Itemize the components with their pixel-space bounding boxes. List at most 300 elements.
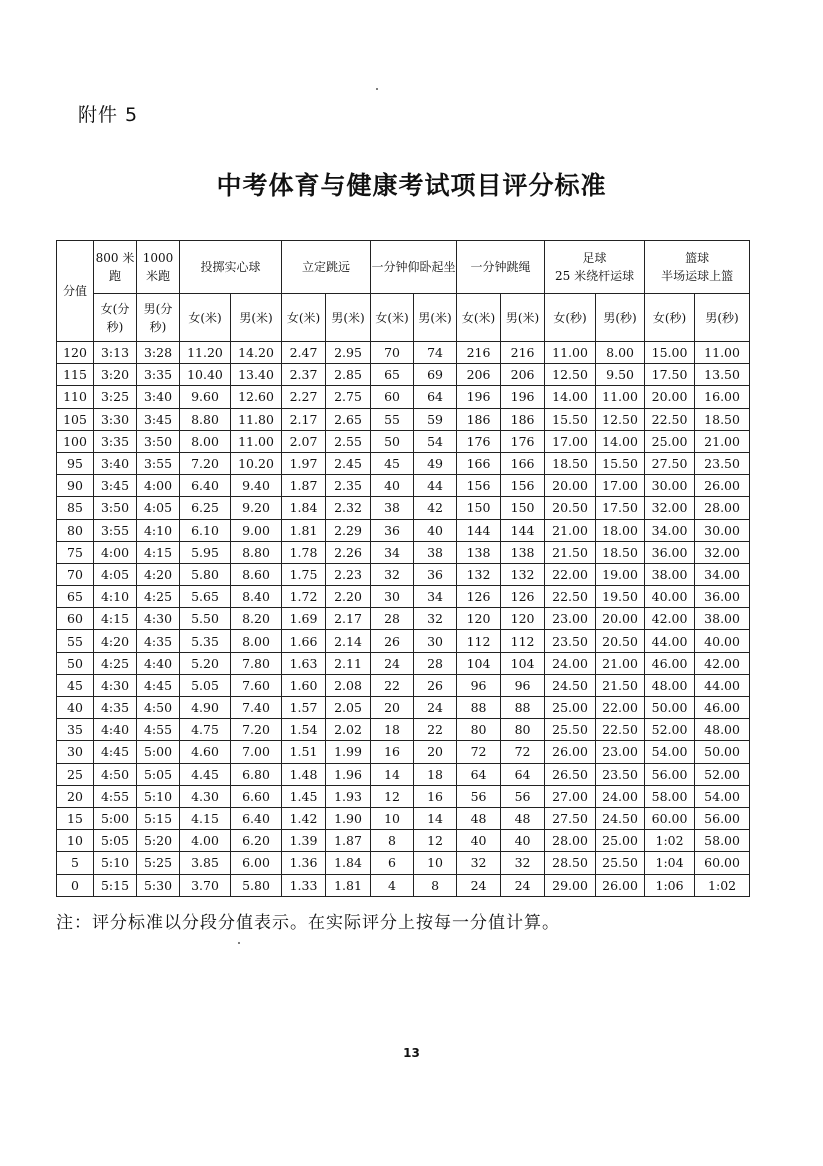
value-cell: 1.66 xyxy=(282,630,326,652)
value-cell: 36.00 xyxy=(645,541,695,563)
value-cell: 20.50 xyxy=(596,630,645,652)
value-cell: 3:25 xyxy=(94,386,137,408)
value-cell: 5.65 xyxy=(180,586,231,608)
value-cell: 34.00 xyxy=(695,563,750,585)
value-cell: 20.00 xyxy=(645,386,695,408)
score-cell: 45 xyxy=(57,674,94,696)
value-cell: 5:10 xyxy=(137,785,180,807)
value-cell: 12.60 xyxy=(231,386,282,408)
value-cell: 5:15 xyxy=(137,807,180,829)
value-cell: 64 xyxy=(414,386,457,408)
value-cell: 20 xyxy=(371,697,414,719)
value-cell: 2.29 xyxy=(326,519,371,541)
value-cell: 26.50 xyxy=(545,763,596,785)
header-800m-female: 女(分秒) xyxy=(94,294,137,342)
table-row xyxy=(57,586,750,608)
value-cell: 176 xyxy=(501,430,545,452)
value-cell: 1:02 xyxy=(645,830,695,852)
value-cell: 2.07 xyxy=(282,430,326,452)
value-cell: 26.00 xyxy=(545,741,596,763)
value-cell: 1.42 xyxy=(282,807,326,829)
value-cell: 30 xyxy=(371,586,414,608)
value-cell: 8.80 xyxy=(231,541,282,563)
value-cell: 4:45 xyxy=(94,741,137,763)
value-cell: 22.00 xyxy=(545,563,596,585)
value-cell: 19.50 xyxy=(596,586,645,608)
value-cell: 4:40 xyxy=(137,652,180,674)
score-cell: 60 xyxy=(57,608,94,630)
value-cell: 64 xyxy=(457,763,501,785)
value-cell: 2.20 xyxy=(326,586,371,608)
value-cell: 4:00 xyxy=(94,541,137,563)
value-cell: 5:20 xyxy=(137,830,180,852)
value-cell: 132 xyxy=(457,563,501,585)
value-cell: 54.00 xyxy=(695,785,750,807)
score-cell: 10 xyxy=(57,830,94,852)
value-cell: 24 xyxy=(371,652,414,674)
value-cell: 24 xyxy=(457,874,501,896)
value-cell: 50.00 xyxy=(645,697,695,719)
value-cell: 25.50 xyxy=(545,719,596,741)
score-cell: 65 xyxy=(57,586,94,608)
value-cell: 1.72 xyxy=(282,586,326,608)
header-rope: 一分钟跳绳 xyxy=(457,241,545,294)
value-cell: 5:25 xyxy=(137,852,180,874)
value-cell: 9.00 xyxy=(231,519,282,541)
value-cell: 3:45 xyxy=(94,475,137,497)
table-row xyxy=(57,342,750,364)
value-cell: 166 xyxy=(457,452,501,474)
value-cell: 9.50 xyxy=(596,364,645,386)
value-cell: 38 xyxy=(371,497,414,519)
table-row xyxy=(57,519,750,541)
value-cell: 2.08 xyxy=(326,674,371,696)
value-cell: 70 xyxy=(371,342,414,364)
value-cell: 48 xyxy=(501,807,545,829)
value-cell: 15.50 xyxy=(545,408,596,430)
value-cell: 11.00 xyxy=(695,342,750,364)
scan-speck xyxy=(238,942,240,944)
value-cell: 6.25 xyxy=(180,497,231,519)
value-cell: 1.93 xyxy=(326,785,371,807)
value-cell: 23.50 xyxy=(545,630,596,652)
table-row xyxy=(57,452,750,474)
value-cell: 36 xyxy=(414,563,457,585)
value-cell: 17.50 xyxy=(645,364,695,386)
value-cell: 5:10 xyxy=(94,852,137,874)
value-cell: 42 xyxy=(414,497,457,519)
value-cell: 80 xyxy=(457,719,501,741)
value-cell: 3:28 xyxy=(137,342,180,364)
value-cell: 27.50 xyxy=(545,807,596,829)
value-cell: 21.50 xyxy=(596,674,645,696)
score-cell: 55 xyxy=(57,630,94,652)
value-cell: 20 xyxy=(414,741,457,763)
value-cell: 18 xyxy=(414,763,457,785)
value-cell: 216 xyxy=(501,342,545,364)
page-number: 13 xyxy=(403,1046,420,1060)
header-situp: 一分钟仰卧起坐 xyxy=(371,241,457,294)
value-cell: 24.50 xyxy=(596,807,645,829)
value-cell: 26 xyxy=(414,674,457,696)
value-cell: 18.50 xyxy=(545,452,596,474)
value-cell: 15.00 xyxy=(645,342,695,364)
value-cell: 10.40 xyxy=(180,364,231,386)
table-row xyxy=(57,741,750,763)
value-cell: 60.00 xyxy=(645,807,695,829)
value-cell: 24.00 xyxy=(545,652,596,674)
value-cell: 4:50 xyxy=(137,697,180,719)
table-row xyxy=(57,630,750,652)
value-cell: 5.95 xyxy=(180,541,231,563)
table-row xyxy=(57,652,750,674)
value-cell: 4:50 xyxy=(94,763,137,785)
value-cell: 120 xyxy=(457,608,501,630)
value-cell: 30.00 xyxy=(645,475,695,497)
value-cell: 22.50 xyxy=(645,408,695,430)
value-cell: 126 xyxy=(501,586,545,608)
value-cell: 23.00 xyxy=(596,741,645,763)
value-cell: 21.50 xyxy=(545,541,596,563)
value-cell: 1.63 xyxy=(282,652,326,674)
value-cell: 138 xyxy=(501,541,545,563)
value-cell: 18.50 xyxy=(596,541,645,563)
value-cell: 112 xyxy=(457,630,501,652)
value-cell: 4:20 xyxy=(94,630,137,652)
table-row xyxy=(57,364,750,386)
score-cell: 30 xyxy=(57,741,94,763)
value-cell: 25.00 xyxy=(596,830,645,852)
value-cell: 48 xyxy=(457,807,501,829)
value-cell: 21.00 xyxy=(695,430,750,452)
header-ball-male: 男(米) xyxy=(231,294,282,342)
value-cell: 2.17 xyxy=(282,408,326,430)
value-cell: 13.50 xyxy=(695,364,750,386)
value-cell: 25.50 xyxy=(596,852,645,874)
value-cell: 4.60 xyxy=(180,741,231,763)
value-cell: 28.00 xyxy=(545,830,596,852)
value-cell: 104 xyxy=(501,652,545,674)
value-cell: 196 xyxy=(501,386,545,408)
score-cell: 20 xyxy=(57,785,94,807)
value-cell: 3:45 xyxy=(137,408,180,430)
value-cell: 16 xyxy=(414,785,457,807)
header-ball-female: 女(米) xyxy=(180,294,231,342)
value-cell: 13.40 xyxy=(231,364,282,386)
header-1000m: 1000 米跑 xyxy=(137,241,180,294)
value-cell: 2.85 xyxy=(326,364,371,386)
value-cell: 5.80 xyxy=(231,874,282,896)
header-football-male: 男(秒) xyxy=(596,294,645,342)
value-cell: 40 xyxy=(501,830,545,852)
table-row xyxy=(57,386,750,408)
value-cell: 3:20 xyxy=(94,364,137,386)
value-cell: 4:25 xyxy=(137,586,180,608)
value-cell: 3.70 xyxy=(180,874,231,896)
value-cell: 18.00 xyxy=(596,519,645,541)
value-cell: 120 xyxy=(501,608,545,630)
value-cell: 6 xyxy=(371,852,414,874)
value-cell: 1.87 xyxy=(282,475,326,497)
value-cell: 7.00 xyxy=(231,741,282,763)
value-cell: 44 xyxy=(414,475,457,497)
basketball-label: 篮球 xyxy=(685,251,710,265)
value-cell: 11.00 xyxy=(231,430,282,452)
value-cell: 42.00 xyxy=(695,652,750,674)
value-cell: 1.96 xyxy=(326,763,371,785)
value-cell: 72 xyxy=(457,741,501,763)
value-cell: 1:02 xyxy=(695,874,750,896)
value-cell: 21.00 xyxy=(545,519,596,541)
value-cell: 8 xyxy=(371,830,414,852)
value-cell: 5:15 xyxy=(94,874,137,896)
value-cell: 56.00 xyxy=(645,763,695,785)
value-cell: 9.40 xyxy=(231,475,282,497)
value-cell: 56.00 xyxy=(695,807,750,829)
table-row xyxy=(57,697,750,719)
score-cell: 35 xyxy=(57,719,94,741)
value-cell: 5.80 xyxy=(180,563,231,585)
value-cell: 26.00 xyxy=(695,475,750,497)
value-cell: 50.00 xyxy=(695,741,750,763)
value-cell: 166 xyxy=(501,452,545,474)
value-cell: 8.00 xyxy=(231,630,282,652)
value-cell: 22 xyxy=(371,674,414,696)
value-cell: 9.20 xyxy=(231,497,282,519)
value-cell: 4:30 xyxy=(94,674,137,696)
value-cell: 15.50 xyxy=(596,452,645,474)
value-cell: 12.50 xyxy=(545,364,596,386)
value-cell: 24.50 xyxy=(545,674,596,696)
table-row xyxy=(57,874,750,896)
value-cell: 6.20 xyxy=(231,830,282,852)
value-cell: 2.11 xyxy=(326,652,371,674)
value-cell: 206 xyxy=(457,364,501,386)
value-cell: 21.00 xyxy=(596,652,645,674)
value-cell: 138 xyxy=(457,541,501,563)
value-cell: 11.80 xyxy=(231,408,282,430)
value-cell: 34 xyxy=(414,586,457,608)
value-cell: 2.65 xyxy=(326,408,371,430)
value-cell: 32 xyxy=(414,608,457,630)
value-cell: 150 xyxy=(501,497,545,519)
score-cell: 50 xyxy=(57,652,94,674)
value-cell: 4 xyxy=(371,874,414,896)
value-cell: 4:20 xyxy=(137,563,180,585)
value-cell: 8.80 xyxy=(180,408,231,430)
value-cell: 3:50 xyxy=(94,497,137,519)
value-cell: 48.00 xyxy=(695,719,750,741)
value-cell: 4.45 xyxy=(180,763,231,785)
value-cell: 4:25 xyxy=(94,652,137,674)
table-row xyxy=(57,852,750,874)
value-cell: 38.00 xyxy=(695,608,750,630)
value-cell: 22 xyxy=(414,719,457,741)
value-cell: 8.40 xyxy=(231,586,282,608)
table-row xyxy=(57,719,750,741)
value-cell: 7.20 xyxy=(231,719,282,741)
value-cell: 30 xyxy=(414,630,457,652)
value-cell: 5.05 xyxy=(180,674,231,696)
value-cell: 196 xyxy=(457,386,501,408)
value-cell: 2.47 xyxy=(282,342,326,364)
value-cell: 7.80 xyxy=(231,652,282,674)
header-jump-female: 女(米) xyxy=(282,294,326,342)
value-cell: 150 xyxy=(457,497,501,519)
value-cell: 24 xyxy=(414,697,457,719)
table-row xyxy=(57,497,750,519)
value-cell: 46.00 xyxy=(695,697,750,719)
value-cell: 28.50 xyxy=(545,852,596,874)
football-sublabel: 25 米绕杆运球 xyxy=(555,269,635,283)
value-cell: 58.00 xyxy=(645,785,695,807)
value-cell: 12 xyxy=(414,830,457,852)
value-cell: 54 xyxy=(414,430,457,452)
value-cell: 45 xyxy=(371,452,414,474)
value-cell: 17.00 xyxy=(596,475,645,497)
value-cell: 96 xyxy=(501,674,545,696)
value-cell: 22.50 xyxy=(545,586,596,608)
table-row xyxy=(57,408,750,430)
value-cell: 9.60 xyxy=(180,386,231,408)
value-cell: 4:15 xyxy=(94,608,137,630)
value-cell: 5:30 xyxy=(137,874,180,896)
value-cell: 24 xyxy=(501,874,545,896)
value-cell: 1.39 xyxy=(282,830,326,852)
value-cell: 1.48 xyxy=(282,763,326,785)
table-row xyxy=(57,807,750,829)
value-cell: 28 xyxy=(371,608,414,630)
header-basketball-male: 男(秒) xyxy=(695,294,750,342)
value-cell: 2.26 xyxy=(326,541,371,563)
value-cell: 25.00 xyxy=(545,697,596,719)
value-cell: 1.36 xyxy=(282,852,326,874)
value-cell: 5:00 xyxy=(137,741,180,763)
value-cell: 1.99 xyxy=(326,741,371,763)
page-title: 中考体育与健康考试项目评分标准 xyxy=(216,171,607,200)
value-cell: 2.45 xyxy=(326,452,371,474)
value-cell: 32 xyxy=(457,852,501,874)
value-cell: 186 xyxy=(457,408,501,430)
value-cell: 1.84 xyxy=(326,852,371,874)
value-cell: 5:05 xyxy=(137,763,180,785)
value-cell: 2.55 xyxy=(326,430,371,452)
value-cell: 2.32 xyxy=(326,497,371,519)
value-cell: 3:55 xyxy=(137,452,180,474)
value-cell: 22.50 xyxy=(596,719,645,741)
value-cell: 156 xyxy=(501,475,545,497)
value-cell: 48.00 xyxy=(645,674,695,696)
header-ball: 投掷实心球 xyxy=(180,241,282,294)
value-cell: 88 xyxy=(501,697,545,719)
value-cell: 144 xyxy=(457,519,501,541)
value-cell: 28.00 xyxy=(695,497,750,519)
value-cell: 40 xyxy=(414,519,457,541)
score-cell: 80 xyxy=(57,519,94,541)
score-cell: 75 xyxy=(57,541,94,563)
value-cell: 2.23 xyxy=(326,563,371,585)
value-cell: 69 xyxy=(414,364,457,386)
value-cell: 34 xyxy=(371,541,414,563)
value-cell: 1.81 xyxy=(326,874,371,896)
value-cell: 40 xyxy=(457,830,501,852)
value-cell: 36 xyxy=(371,519,414,541)
value-cell: 23.00 xyxy=(545,608,596,630)
value-cell: 112 xyxy=(501,630,545,652)
value-cell: 52.00 xyxy=(645,719,695,741)
value-cell: 4.30 xyxy=(180,785,231,807)
table-row xyxy=(57,430,750,452)
header-1000m-male: 男(分秒) xyxy=(137,294,180,342)
value-cell: 29.00 xyxy=(545,874,596,896)
value-cell: 2.02 xyxy=(326,719,371,741)
value-cell: 10.20 xyxy=(231,452,282,474)
table-row xyxy=(57,763,750,785)
value-cell: 7.20 xyxy=(180,452,231,474)
score-cell: 15 xyxy=(57,807,94,829)
value-cell: 2.95 xyxy=(326,342,371,364)
value-cell: 5.20 xyxy=(180,652,231,674)
table-row xyxy=(57,785,750,807)
value-cell: 4:00 xyxy=(137,475,180,497)
value-cell: 11.20 xyxy=(180,342,231,364)
score-cell: 0 xyxy=(57,874,94,896)
value-cell: 32 xyxy=(371,563,414,585)
value-cell: 42.00 xyxy=(645,608,695,630)
value-cell: 52.00 xyxy=(695,763,750,785)
value-cell: 27.50 xyxy=(645,452,695,474)
value-cell: 18.50 xyxy=(695,408,750,430)
value-cell: 4:05 xyxy=(94,563,137,585)
value-cell: 216 xyxy=(457,342,501,364)
value-cell: 3:35 xyxy=(94,430,137,452)
value-cell: 74 xyxy=(414,342,457,364)
table-row xyxy=(57,608,750,630)
table-row xyxy=(57,830,750,852)
value-cell: 1.57 xyxy=(282,697,326,719)
value-cell: 2.27 xyxy=(282,386,326,408)
value-cell: 49 xyxy=(414,452,457,474)
value-cell: 104 xyxy=(457,652,501,674)
value-cell: 6.80 xyxy=(231,763,282,785)
header-800m: 800 米跑 xyxy=(94,241,137,294)
value-cell: 14 xyxy=(371,763,414,785)
value-cell: 1.51 xyxy=(282,741,326,763)
value-cell: 96 xyxy=(457,674,501,696)
value-cell: 25.00 xyxy=(645,430,695,452)
value-cell: 126 xyxy=(457,586,501,608)
score-cell: 100 xyxy=(57,430,94,452)
value-cell: 20.50 xyxy=(545,497,596,519)
value-cell: 18 xyxy=(371,719,414,741)
value-cell: 8.00 xyxy=(180,430,231,452)
header-rope-male: 男(米) xyxy=(501,294,545,342)
value-cell: 24.00 xyxy=(596,785,645,807)
score-cell: 85 xyxy=(57,497,94,519)
header-basketball xyxy=(645,241,750,294)
value-cell: 23.50 xyxy=(596,763,645,785)
value-cell: 32 xyxy=(501,852,545,874)
value-cell: 2.05 xyxy=(326,697,371,719)
value-cell: 144 xyxy=(501,519,545,541)
value-cell: 4:35 xyxy=(137,630,180,652)
value-cell: 4.15 xyxy=(180,807,231,829)
value-cell: 1.87 xyxy=(326,830,371,852)
value-cell: 4:40 xyxy=(94,719,137,741)
header-football-female: 女(秒) xyxy=(545,294,596,342)
value-cell: 3:50 xyxy=(137,430,180,452)
value-cell: 40.00 xyxy=(695,630,750,652)
